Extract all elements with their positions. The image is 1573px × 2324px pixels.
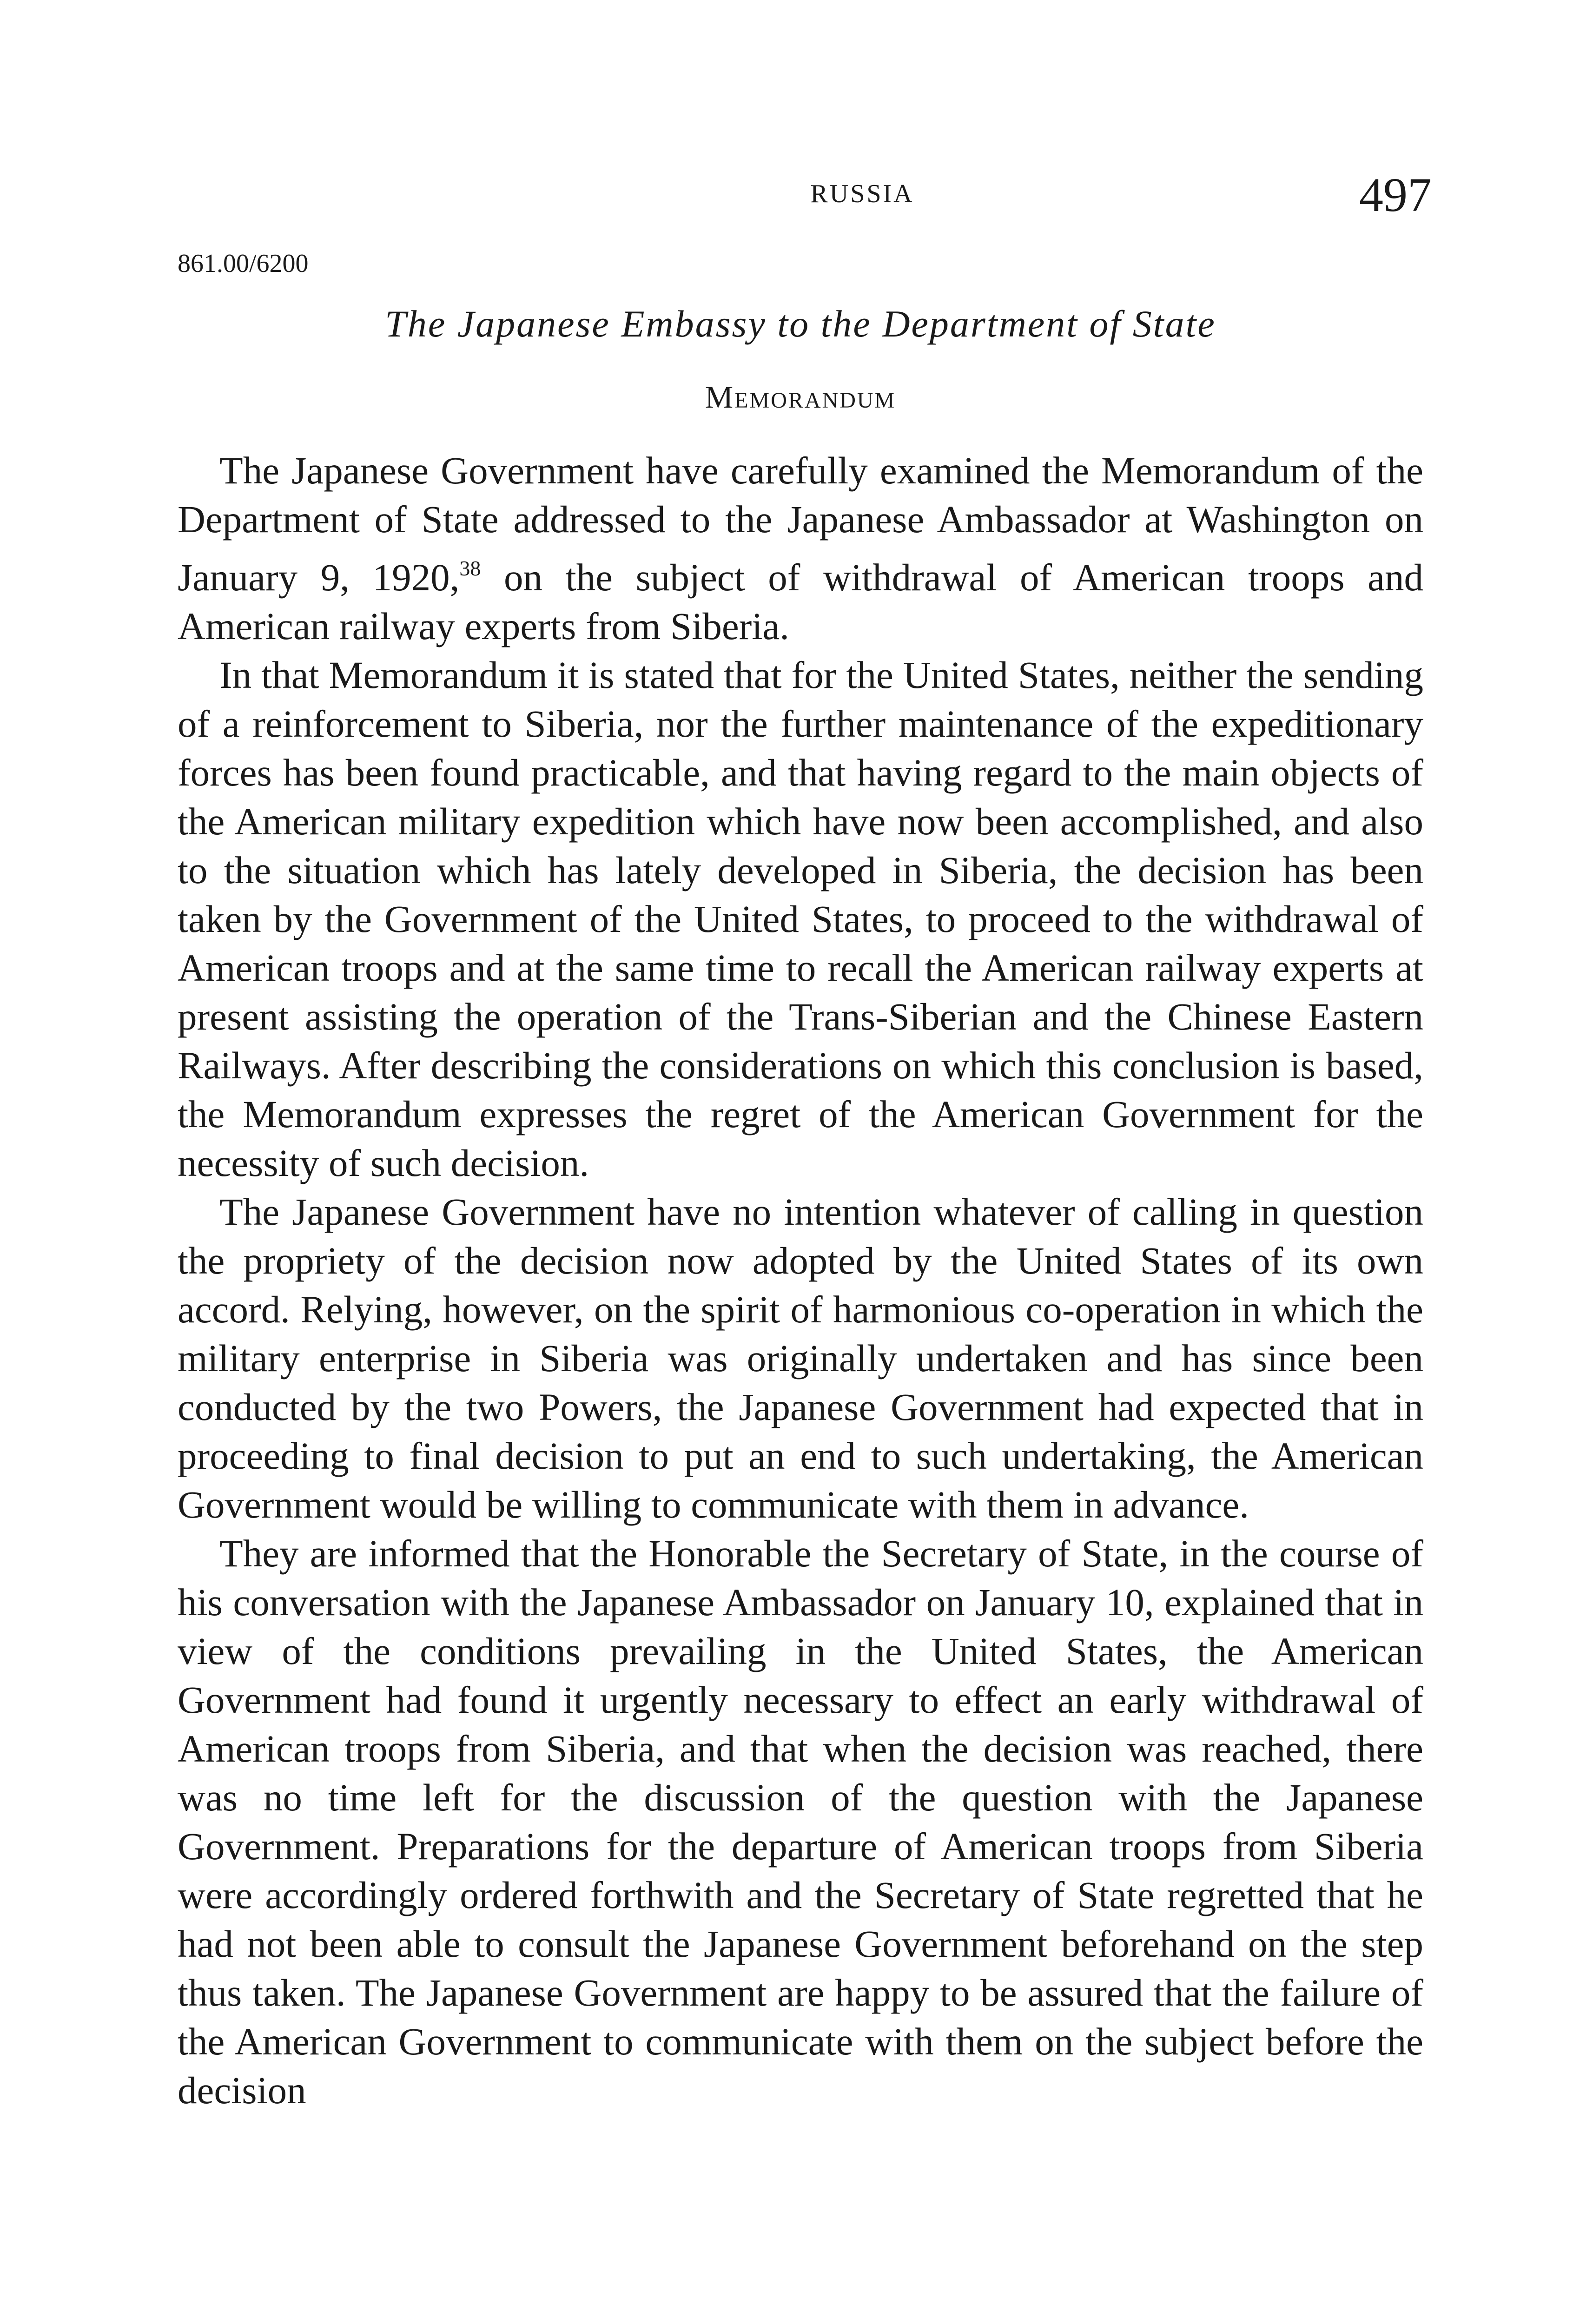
running-head: RUSSIA	[810, 179, 914, 208]
document-type-heading: Memorandum	[705, 379, 896, 415]
page-number: 497	[1359, 168, 1432, 222]
memorandum-body	[178, 446, 1423, 2115]
paragraph-text: on the subject of withdrawal of American troops and American railway experts from Siberia.	[178, 556, 1423, 647]
paragraph-text: The Japanese Government have carefully examined the Memorandum of the Department of State addressed to the Japanese Ambassador at Washington on January 9, 1920,	[178, 449, 1423, 599]
document-title: The Japanese Embassy to the Department of State	[385, 303, 1216, 345]
paragraph: The Japanese Government have no intention whatever of calling in question the propriety of the decision now adopted by the United States of its own accord. Relying, however, on the spirit of harmonious co-operation in which the military enterprise in Siberia was originally undertaken and has since been conducted by the two Powers, the Japanese Government had expected that in proceeding to final decision to put an end to such undertaking, the American Government would be willing to communicate with them in advance.	[178, 1190, 1423, 1526]
paragraph	[178, 446, 1423, 651]
footnote-reference: 38	[459, 556, 481, 580]
paragraph: In that Memorandum it is stated that for the United States, neither the sending of a reinforcement to Siberia, nor the further maintenance of the expeditionary forces has been found practicable, and that having regard to the main objects of the American military expedition which have now been accomplished, and also to the situation which has lately developed in Siberia, the decision has been taken by the Government of the United States, to proceed to the withdrawal of American troops and at the same time to recall the American railway experts at present assisting the operation of the Trans-Siberian and the Chinese Eastern Railways. After describing the considerations on which this conclusion is based, the Memorandum expresses the regret of the American Government for the necessity of such decision.	[178, 654, 1423, 1184]
file-number: 861.00/6200	[178, 249, 309, 278]
paragraph: They are informed that the Honorable the Secretary of State, in the course of his conversation with the Japanese Ambassador on January 10, explained that in view of the conditions prevailing in the United States, the American Government had found it urgently necessary to effect an early withdrawal of American troops from Siberia, and that when the decision was reached, there was no time left for the discussion of the question with the Japanese Government. Preparations for the departure of American troops from Siberia were accordingly ordered forthwith and the Secretary of State regretted that he had not been able to consult the Japanese Government beforehand on the step thus taken. The Japanese Government are happy to be assured that the failure of the American Government to communicate with them on the subject before the decision	[178, 1532, 1423, 2112]
